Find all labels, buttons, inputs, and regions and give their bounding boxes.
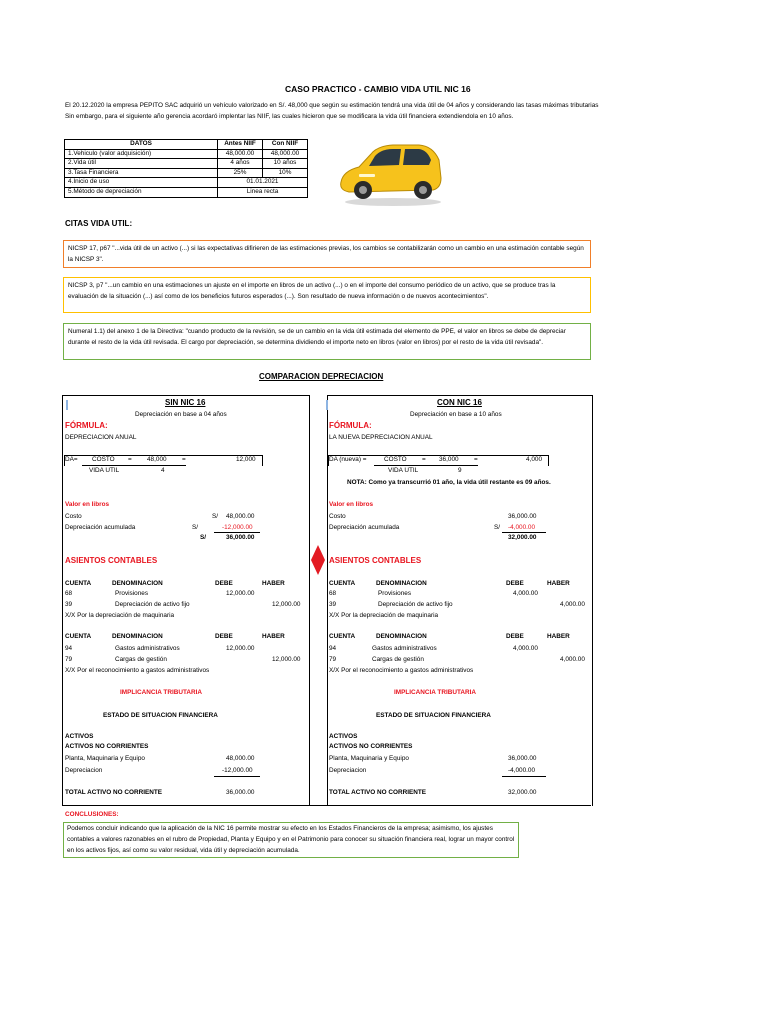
con-subtitle: Depreciación en base a 10 años [410,411,502,418]
con-estado: ESTADO DE SITUACION FINANCIERA [376,712,491,719]
cita-nicsp17: NICSP 17, p67 "...vida útil de un activo (...) si las expectativas difirieren de las estimaciones previas, los cambios se contabilizarán como un cambio en una estimación contable según la NICSP 3". [63,240,591,268]
header-datos: DATOS [65,140,218,150]
sin-total-activo-val: 36,000.00 [226,789,255,796]
table-cell: 3.Tasa Financiera [65,168,218,178]
sin-calc-vida: VIDA UTIL [89,467,120,474]
con-a1-h-debe: DEBE [506,580,524,587]
sin-dep-row-val: -12,000.00 [222,767,253,774]
con-total-activo-val: 32,000.00 [508,789,537,796]
table-cell: Linea recta [218,187,308,197]
table-cell: 5.Método de depreciación [65,187,218,197]
table-row [65,187,308,197]
con-a1-glosa: X/X Por la depreciación de maquinaria [329,612,439,619]
con-calc-costo: COSTO [384,456,407,463]
con-fraction-line [374,465,478,466]
con-total-label: TOTAL ACTIVO NO CORRIENTE [329,789,427,796]
sin-total-label: TOTAL ACTIVO NO CORRIENTE [65,789,163,796]
comparacion-title: COMPARACION DEPRECIACION [259,372,384,381]
sin-a2-r1-den: Gastos administrativos [115,645,180,652]
table-header-row [65,140,308,150]
table-row [65,168,308,178]
sin-asientos-title: ASIENTOS CONTABLES [65,556,158,565]
table-cell: 1.Vehiculo (valor adquisición) [65,149,218,159]
sin-heading: SIN NIC 16 [165,398,206,407]
con-nota: NOTA: Como ya transcurrió 01 año, la vida útil restante es 09 años. [347,479,551,486]
con-a1-r1-den: Provisiones [378,590,412,597]
table-row [65,159,308,169]
conclusiones-title: CONCLUSIONES: [65,811,119,818]
con-a2-glosa: X/X Por el reconocimiento a gastos administrativos [329,667,474,674]
sin-calc-eq: = [182,456,186,463]
con-heading: CON NIC 16 [437,398,482,407]
sin-calc-costo: COSTO [92,456,115,463]
sin-a2-r2-cta: 79 [65,656,73,663]
con-a1-r2-haber: 4,000.00 [560,601,585,608]
table-cell: 10% [263,168,308,178]
sin-formula-name: DEPRECIACION ANUAL [65,434,137,441]
con-calc-result: 4,000 [526,456,542,463]
sin-a2-h-haber: HABER [262,633,285,640]
table-cell: 01.01.2021 [218,178,308,188]
sin-a1-h-debe: DEBE [215,580,233,587]
conclusiones-box: Podemos concluir indicando que la aplicación de la NIC 16 permite mostrar su efecto en los Estados Financieros de la empresa; asimismo, los ajustes contables a valores razonables en el rubro de Propiedad, Planta y Equipo y en el Patrimonio para conocer su situación financiera real, lograr un mayor control en los activos fijos, así como su valor residual, vida útil y depreciación acumulada. [63,822,519,858]
sin-a2-glosa: X/X Por el reconocimiento a gastos administrativos [65,667,210,674]
table-cell: 4 años [218,159,263,169]
con-a2-r1-cta: 94 [329,645,337,652]
table-cell: 2.Vida útil [65,159,218,169]
sin-a2-h-denom: DENOMINACION [112,633,163,640]
citas-title: CITAS VIDA UTIL: [65,219,133,228]
sin-implicancia: IMPLICANCIA TRIBUTARIA [120,689,203,696]
con-sum-line [502,532,546,533]
sin-activos-nc: ACTIVOS NO CORRIENTES [65,743,149,750]
con-a1-r2-cta: 39 [329,601,337,608]
con-calc-eq: = [474,456,478,463]
sin-a1-glosa: X/X Por la depreciación de maquinaria [65,612,175,619]
con-formula-name: LA NUEVA DEPRECIACION ANUAL [329,434,433,441]
sin-a1-r2-haber: 12,000.00 [272,601,301,608]
sin-activos: ACTIVOS [65,733,94,740]
con-total-line [502,776,546,777]
con-dep-row-label: Depreciacion [329,767,367,774]
sin-total-cur: S/ [200,534,207,541]
sin-calc-eq: = [128,456,132,463]
cita-directiva: Numeral 1.1) del anexo 1 de la Directiva: "cuando producto de la revisión, se de un cambio en la vida útil estimada del elemento de PPE, el valor en libros se debe de depreciar durante el resto de la vida útil revisada. El cargo por depreciación, se determina dividiendo el importe neto en libros (valor en libros) por el resto de la vida útil revisada". [63,323,591,360]
con-a1-r1-cta: 68 [329,590,337,597]
sin-formula-label: FÓRMULA: [65,421,108,430]
sin-a2-r1-debe: 12,000.00 [226,645,255,652]
con-a1-h-cuenta: CUENTA [329,580,356,587]
sin-a1-r1-den: Provisiones [115,590,149,597]
con-calc-vida-val: 9 [458,467,462,474]
sin-a1-r2-cta: 39 [65,601,73,608]
sin-total-line [214,776,260,777]
sin-subtitle: Depreciación en base a 04 años [135,411,227,418]
sin-a1-h-cuenta: CUENTA [65,580,92,587]
sin-ppe-label: Planta, Maquinaria y Equipo [65,755,145,762]
sin-costo-val: 48,000.00 [226,513,255,520]
con-costo-val: 36,000.00 [508,513,537,520]
sin-dep-label: Depreciación acumulada [65,524,136,531]
sin-dep-row-label: Depreciacion [65,767,103,774]
sin-a1-h-denom: DENOMINACION [112,580,163,587]
sin-costo-label: Costo [65,513,82,520]
red-diamond-icon [311,545,325,575]
header-antes-niif: Antes NIIF [218,140,263,150]
sin-a2-r2-haber: 12,000.00 [272,656,301,663]
sin-dep-cur: S/ [192,524,199,531]
page-title: CASO PRACTICO - CAMBIO VIDA UTIL NIC 16 [285,84,471,94]
con-a1-r1-debe: 4,000.00 [513,590,538,597]
con-implicancia: IMPLICANCIA TRIBUTARIA [394,689,477,696]
sin-a2-h-debe: DEBE [215,633,233,640]
sin-valor-libros-title: Valor en libros [65,501,110,508]
con-a2-r2-haber: 4,000.00 [560,656,585,663]
sin-estado: ESTADO DE SITUACION FINANCIERA [103,712,218,719]
header-con-niif: Con NIIF [263,140,308,150]
con-a2-r2-cta: 79 [329,656,337,663]
con-costo-label: Costo [329,513,346,520]
intro-paragraph: El 20.12.2020 la empresa PEPITO SAC adquirió un vehículo valorizado en S/. 48,000 que según su estimación tendrá una vida útil de 04 años y considerando las tasas máximas tributarias Sin embargo, para el siguiente año gerencia acordaró implentar las NIIF, las cuales hicieron que se modificara la vida útil financiera extendiendola en 10 años. [65,102,599,120]
con-a2-h-cuenta: CUENTA [329,633,356,640]
con-a2-r1-den: Gastos administrativos [372,645,437,652]
table-cell: 10 años [263,159,308,169]
con-dep-row-val: -4,000.00 [508,767,536,774]
sin-costo-cur: S/ [212,513,219,520]
con-a2-r1-debe: 4,000.00 [513,645,538,652]
sin-a2-h-cuenta: CUENTA [65,633,92,640]
con-formula-label: FÓRMULA: [329,421,372,430]
yellow-car-icon [335,138,445,208]
sin-calc-result: 12,000 [236,456,256,463]
table-cell: 48,000.00 [218,149,263,159]
con-dep-val: -4,000.00 [508,524,536,531]
con-a2-h-haber: HABER [547,633,570,640]
panels-bottom-line [62,805,591,806]
con-total-val: 32,000.00 [508,534,537,541]
datos-table [64,139,308,198]
table-cell: 48,000.00 [263,149,308,159]
sin-fraction-line [82,465,186,466]
sin-a1-r1-cta: 68 [65,590,73,597]
con-a1-r2-den: Depreciación de activo fijo [378,601,453,608]
sin-a1-h-haber: HABER [262,580,285,587]
con-ppe-label: Planta, Maquinaria y Equipo [329,755,409,762]
table-cell: 25% [218,168,263,178]
con-asientos-title: ASIENTOS CONTABLES [329,556,422,565]
con-calc-vida: VIDA UTIL [388,467,419,474]
con-calc-eq: = [422,456,426,463]
con-calc-lhs: DA (nueva) = [329,456,367,463]
sin-a1-r1-debe: 12,000.00 [226,590,255,597]
con-calc-costo-val: 36,000 [439,456,459,463]
panel-accent [66,400,68,410]
sin-calc-vida-val: 4 [161,467,165,474]
con-a2-h-debe: DEBE [506,633,524,640]
con-valor-libros-title: Valor en libros [329,501,374,508]
con-a2-r2-den: Cargas de gestión [372,656,424,663]
con-a2-h-denom: DENOMINACION [376,633,427,640]
sin-ppe-val: 48,000.00 [226,755,255,762]
table-row [65,149,308,159]
con-activos-nc: ACTIVOS NO CORRIENTES [329,743,413,750]
sin-dep-val: -12,000.00 [222,524,253,531]
sin-a2-r2-den: Cargas de gestión [115,656,167,663]
sin-total-val: 36,000.00 [226,534,255,541]
con-ppe-val: 36,000.00 [508,755,537,762]
con-a1-h-haber: HABER [547,580,570,587]
table-cell: 4.Inicio de uso [65,178,218,188]
con-dep-cur: S/ [494,524,501,531]
table-row [65,178,308,188]
sin-a2-r1-cta: 94 [65,645,73,652]
sin-calc-lhs: DA= [65,456,78,463]
con-a1-h-denom: DENOMINACION [376,580,427,587]
con-activos: ACTIVOS [329,733,358,740]
sin-sum-line [214,532,260,533]
con-dep-label: Depreciación acumulada [329,524,400,531]
cita-nicsp3: NICSP 3, p7 "...un cambio en una estimaciones un ajuste en el importe en libros de un activo (...) o en el importe del consumo periódico de un activo, que se produce tras la evaluación de la situación (...) así como de los beneficios futuros esperados (...). Son resultado de nueva información o de nuevos acontecimientos". [63,277,591,313]
sin-a1-r2-den: Depreciación de activo fijo [115,601,190,608]
panel-accent [326,400,328,410]
sin-calc-costo-val: 48,000 [147,456,167,463]
